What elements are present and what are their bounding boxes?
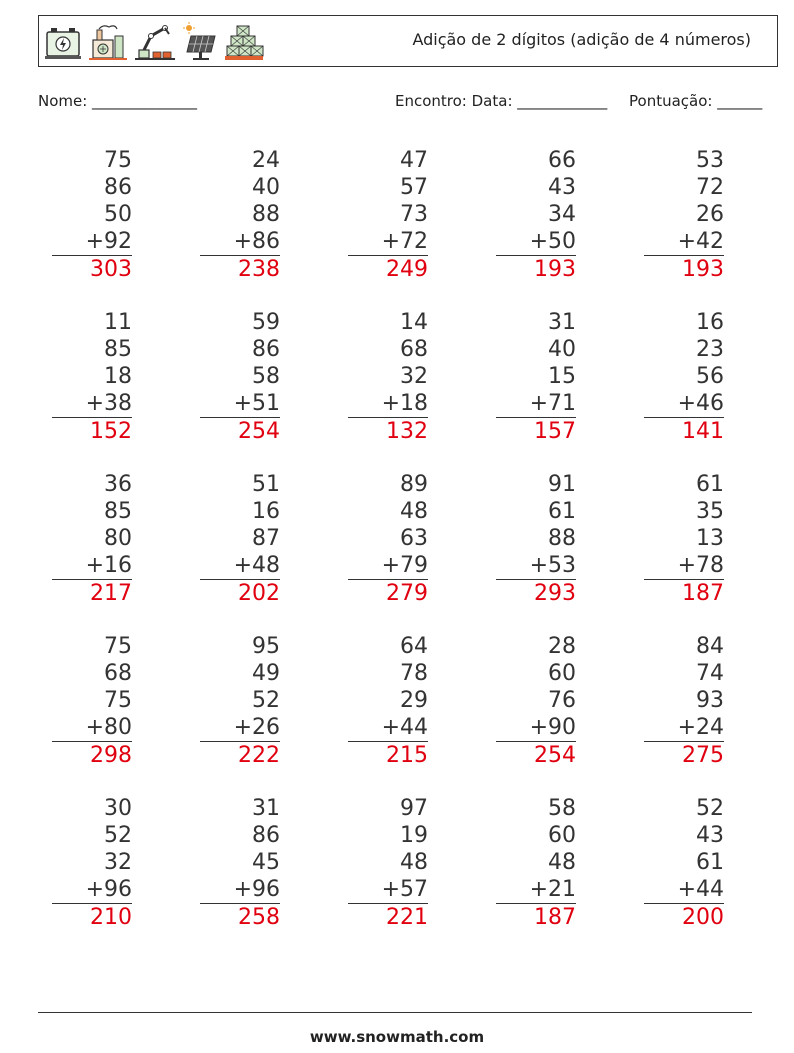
answer: 303 [90, 257, 132, 282]
last-addend: +86 [200, 228, 280, 256]
addend: 29 [400, 688, 428, 713]
last-addend: +16 [52, 552, 132, 580]
addend: 50 [104, 202, 132, 227]
last-addend: +80 [52, 714, 132, 742]
answer: 132 [386, 419, 428, 444]
addend: 86 [252, 823, 280, 848]
addend: 45 [252, 850, 280, 875]
addend: 61 [696, 850, 724, 875]
footer-divider [38, 1012, 752, 1013]
addend: 51 [252, 472, 280, 497]
addition-problem [348, 147, 428, 283]
addend: 53 [696, 148, 724, 173]
solar-panel-icon [181, 22, 219, 62]
answer: 187 [534, 905, 576, 930]
last-addend: +18 [348, 390, 428, 418]
addend: 32 [104, 850, 132, 875]
last-addend: +44 [644, 876, 724, 904]
addend: 43 [548, 175, 576, 200]
answer: 193 [682, 257, 724, 282]
addend: 15 [548, 364, 576, 389]
last-addend: +53 [496, 552, 576, 580]
addition-problem [200, 471, 280, 607]
addend: 11 [104, 310, 132, 335]
answer: 210 [90, 905, 132, 930]
answer: 152 [90, 419, 132, 444]
addend: 61 [548, 499, 576, 524]
answer: 221 [386, 905, 428, 930]
answer: 279 [386, 581, 428, 606]
addition-problem [496, 147, 576, 283]
addend: 88 [252, 202, 280, 227]
addition-problem [52, 309, 132, 445]
last-addend: +44 [348, 714, 428, 742]
addend: 18 [104, 364, 132, 389]
last-addend: +24 [644, 714, 724, 742]
addend: 61 [696, 472, 724, 497]
addition-problem [348, 795, 428, 931]
name-field: Nome: ______________ [38, 92, 198, 110]
addition-problem [200, 309, 280, 445]
addend: 32 [400, 364, 428, 389]
addition-problem [644, 147, 724, 283]
last-addend: +42 [644, 228, 724, 256]
addition-problem [200, 147, 280, 283]
addition-problem [348, 471, 428, 607]
last-addend: +38 [52, 390, 132, 418]
addend: 76 [548, 688, 576, 713]
addition-problem [496, 795, 576, 931]
last-addend: +46 [644, 390, 724, 418]
addend: 75 [104, 148, 132, 173]
addend: 60 [548, 823, 576, 848]
last-addend: +21 [496, 876, 576, 904]
addend: 40 [548, 337, 576, 362]
addend: 73 [400, 202, 428, 227]
last-addend: +96 [200, 876, 280, 904]
addition-problem [644, 471, 724, 607]
addend: 58 [548, 796, 576, 821]
addition-problem [496, 471, 576, 607]
answer: 258 [238, 905, 280, 930]
addend: 52 [252, 688, 280, 713]
addend: 48 [548, 850, 576, 875]
addend: 72 [696, 175, 724, 200]
last-addend: +90 [496, 714, 576, 742]
addend: 66 [548, 148, 576, 173]
battery-icon [43, 22, 83, 62]
last-addend: +71 [496, 390, 576, 418]
answer: 275 [682, 743, 724, 768]
cargo-crates-icon [223, 22, 265, 62]
addend: 16 [696, 310, 724, 335]
addend: 36 [104, 472, 132, 497]
addend: 95 [252, 634, 280, 659]
last-addend: +51 [200, 390, 280, 418]
addend: 48 [400, 850, 428, 875]
answer: 238 [238, 257, 280, 282]
addend: 58 [252, 364, 280, 389]
addend: 31 [548, 310, 576, 335]
addend: 48 [400, 499, 428, 524]
last-addend: +92 [52, 228, 132, 256]
addend: 68 [400, 337, 428, 362]
addition-problem [348, 633, 428, 769]
addend: 74 [696, 661, 724, 686]
answer: 293 [534, 581, 576, 606]
addition-problem [644, 309, 724, 445]
answer: 200 [682, 905, 724, 930]
header-box [38, 15, 778, 67]
addend: 16 [252, 499, 280, 524]
addend: 47 [400, 148, 428, 173]
addend: 57 [400, 175, 428, 200]
last-addend: +57 [348, 876, 428, 904]
addend: 80 [104, 526, 132, 551]
addition-problem [52, 633, 132, 769]
addition-problem [52, 471, 132, 607]
answer: 254 [534, 743, 576, 768]
last-addend: +48 [200, 552, 280, 580]
addend: 30 [104, 796, 132, 821]
answer: 254 [238, 419, 280, 444]
addition-problem [52, 147, 132, 283]
addend: 59 [252, 310, 280, 335]
worksheet-title: Adição de 2 dígitos (adição de 4 números) [412, 30, 751, 49]
answer: 215 [386, 743, 428, 768]
addend: 52 [696, 796, 724, 821]
addend: 84 [696, 634, 724, 659]
addend: 75 [104, 688, 132, 713]
answer: 193 [534, 257, 576, 282]
addition-problem [348, 309, 428, 445]
answer: 187 [682, 581, 724, 606]
last-addend: +72 [348, 228, 428, 256]
answer: 217 [90, 581, 132, 606]
footer-site: www.snowmath.com [309, 1028, 485, 1046]
addend: 24 [252, 148, 280, 173]
answer: 157 [534, 419, 576, 444]
last-addend: +79 [348, 552, 428, 580]
addend: 14 [400, 310, 428, 335]
addend: 49 [252, 661, 280, 686]
addend: 85 [104, 499, 132, 524]
addend: 87 [252, 526, 280, 551]
addend: 34 [548, 202, 576, 227]
addend: 86 [104, 175, 132, 200]
addend: 64 [400, 634, 428, 659]
power-plant-icon [87, 22, 129, 62]
answer: 202 [238, 581, 280, 606]
addition-problem [200, 633, 280, 769]
addend: 68 [104, 661, 132, 686]
addend: 78 [400, 661, 428, 686]
addend: 26 [696, 202, 724, 227]
addition-problem [644, 795, 724, 931]
addition-problem [644, 633, 724, 769]
addend: 88 [548, 526, 576, 551]
addend: 56 [696, 364, 724, 389]
addend: 19 [400, 823, 428, 848]
addend: 63 [400, 526, 428, 551]
addend: 52 [104, 823, 132, 848]
last-addend: +50 [496, 228, 576, 256]
addend: 28 [548, 634, 576, 659]
addend: 89 [400, 472, 428, 497]
robot-arm-icon [133, 22, 177, 62]
addend: 23 [696, 337, 724, 362]
addend: 43 [696, 823, 724, 848]
addend: 31 [252, 796, 280, 821]
addend: 85 [104, 337, 132, 362]
addition-problem [52, 795, 132, 931]
answer: 249 [386, 257, 428, 282]
addition-problem [496, 633, 576, 769]
header-icons [43, 19, 265, 65]
answer: 298 [90, 743, 132, 768]
last-addend: +96 [52, 876, 132, 904]
addend: 86 [252, 337, 280, 362]
addend: 91 [548, 472, 576, 497]
addend: 13 [696, 526, 724, 551]
addition-problem [200, 795, 280, 931]
addend: 97 [400, 796, 428, 821]
addend: 40 [252, 175, 280, 200]
score-field: Pontuação: ______ [629, 92, 763, 110]
addition-problem [496, 309, 576, 445]
addend: 60 [548, 661, 576, 686]
addend: 35 [696, 499, 724, 524]
addend: 93 [696, 688, 724, 713]
date-field: Encontro: Data: ____________ [395, 92, 608, 110]
answer: 141 [682, 419, 724, 444]
last-addend: +78 [644, 552, 724, 580]
addend: 75 [104, 634, 132, 659]
answer: 222 [238, 743, 280, 768]
last-addend: +26 [200, 714, 280, 742]
